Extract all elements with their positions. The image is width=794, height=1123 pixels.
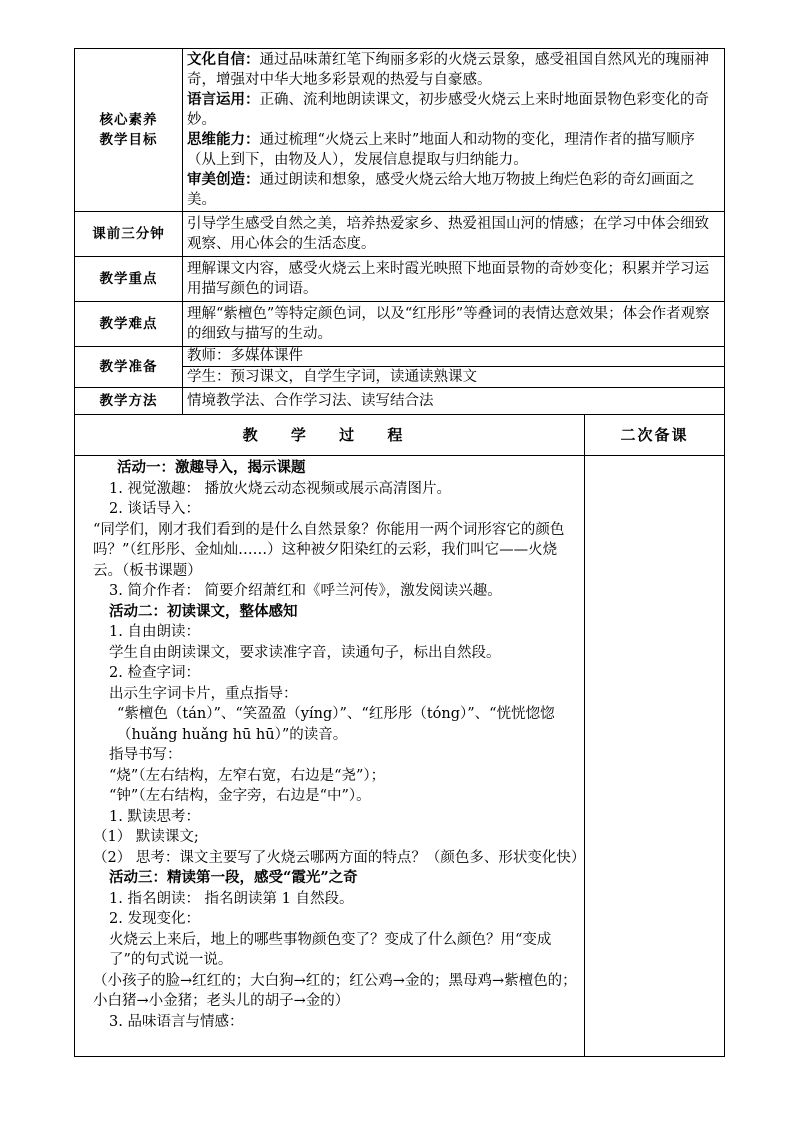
process-title: 教 学 过 程 bbox=[75, 415, 585, 456]
process-line: 3. 简介作者： 简要介绍萧红和《呼兰河传》，激发阅读兴趣。 bbox=[109, 583, 502, 599]
second-prep-title: 二次备课 bbox=[585, 415, 725, 456]
process-line: “同学们，刚才我们看到的是什么自然景象？你能用一两个词形容它的颜色吗？”（红彤彤、金灿灿……）这种被夕阳染红的云彩，我们叫它——火烧云。（板书课题） bbox=[93, 521, 565, 579]
process-line: 2. 发现变化： bbox=[109, 911, 200, 927]
method-row bbox=[75, 388, 725, 415]
process-header-row bbox=[75, 415, 725, 456]
method-label: 教学方法 bbox=[75, 388, 183, 415]
process-line: 1. 指名朗读： 指名朗读第 1 自然段。 bbox=[109, 890, 354, 907]
process-line: （小孩子的脸→红红的；大白狗→红的；红公鸡→金的；黑母鸡→紫檀色的；小白猪→小金猪；老头儿的胡子→金的） bbox=[93, 972, 577, 1009]
objective-language: 语言运用：正确、流利地朗读课文，初步感受火烧云上来时地面景物色彩变化的奇妙。 bbox=[187, 91, 709, 128]
process-line: 活动二：初读课文，整体感知 bbox=[109, 602, 298, 620]
objective-aesthetic: 审美创造：通过朗读和想象，感受火烧云给大地万物披上绚烂色彩的奇幻画面之美。 bbox=[187, 171, 695, 208]
lesson-plan-sheet bbox=[74, 48, 724, 1057]
difficulty-row bbox=[75, 302, 725, 347]
core-objectives-content bbox=[183, 49, 725, 212]
process-body-row bbox=[75, 456, 725, 1057]
process-line: （1） 默读课文; bbox=[93, 829, 199, 845]
process-line: 3. 品味语言与情感： bbox=[109, 1013, 244, 1030]
preparation-label: 教学准备 bbox=[75, 347, 183, 388]
method-content: 情境教学法、合作学习法、读写结合法 bbox=[183, 388, 725, 415]
process-line: 1. 默读思考： bbox=[109, 808, 200, 825]
process-line: （2） 思考：课文主要写了火烧云哪两方面的特点？（颜色多、形状变化快） bbox=[93, 849, 586, 866]
core-objectives-label: 核心素养 教学目标 bbox=[75, 49, 183, 212]
objective-culture: 文化自信：通过品味萧红笔下绚丽多彩的火烧云景象，感受祖国自然风光的瑰丽神奇，增强对中华大地多彩景观的热爱与自豪感。 bbox=[187, 51, 709, 88]
key-point-row bbox=[75, 257, 725, 302]
process-line: 2. 检查字词： bbox=[109, 665, 200, 681]
three-minute-content: 引导学生感受自然之美，培养热爱家乡、热爱祖国山河的情感；在学习中体会细致观察、用心体会的生活态度。 bbox=[183, 212, 725, 257]
key-point-content: 理解课文内容，感受火烧云上来时霞光映照下地面景物的奇妙变化；积累并学习运用描写颜色的词语。 bbox=[183, 257, 725, 302]
preparation-student: 学生：预习课文，自学生字词，读通读熟课文 bbox=[187, 369, 477, 385]
process-line: 出示生字词卡片，重点指导： bbox=[109, 685, 298, 702]
objective-thinking: 思维能力：通过梳理“火烧云上来时”地面人和动物的变化，理清作者的描写顺序（从上到下，由物及人），发展信息提取与归纳能力。 bbox=[187, 131, 695, 168]
process-line: “钟”（左右结构，金字旁，右边是“中”）。 bbox=[109, 788, 371, 804]
process-line: 火烧云上来后，地上的哪些事物颜色变了？变成了什么颜色？用“变成了”的句式说一说。 bbox=[109, 931, 552, 968]
process-line: 1. 视觉激趣： 播放火烧云动态视频或展示高清图片。 bbox=[109, 480, 452, 497]
process-body bbox=[75, 456, 585, 1057]
process-line: 2. 谈话导入： bbox=[109, 501, 200, 517]
key-point-label: 教学重点 bbox=[75, 257, 183, 302]
preparation-row bbox=[75, 347, 725, 388]
preparation-content bbox=[183, 347, 725, 388]
core-objectives-row bbox=[75, 49, 725, 212]
process-line: 学生自由朗读课文，要求读准字音，读通句子，标出自然段。 bbox=[109, 644, 501, 661]
process-line: “烧”（左右结构，左窄右宽，右边是“尧”）； bbox=[109, 767, 386, 784]
process-line: 1. 自由朗读： bbox=[109, 624, 200, 640]
lesson-plan-table bbox=[74, 48, 725, 1057]
three-minute-row bbox=[75, 212, 725, 257]
process-line: 活动三：精读第一段，感受“霞光”之奇 bbox=[109, 869, 358, 886]
difficulty-label: 教学难点 bbox=[75, 302, 183, 347]
second-prep-notes bbox=[585, 456, 725, 1057]
three-minute-label: 课前三分钟 bbox=[75, 212, 183, 257]
difficulty-content: 理解“紫檀色”等特定颜色词，以及“红彤彤”等叠词的表情达意效果；体会作者观察的细致与描写的生动。 bbox=[183, 302, 725, 347]
preparation-teacher: 教师：多媒体课件 bbox=[183, 347, 724, 367]
process-line: 指导书写： bbox=[109, 747, 182, 763]
process-line: “紫檀色（tán）”、“笑盈盈（yíng）”、“红彤彤（tóng）”、“恍恍惚惚（huǎng huǎng hū hū）”的读音。 bbox=[117, 706, 555, 743]
process-line: 活动一：激趣导入，揭示课题 bbox=[117, 459, 306, 476]
